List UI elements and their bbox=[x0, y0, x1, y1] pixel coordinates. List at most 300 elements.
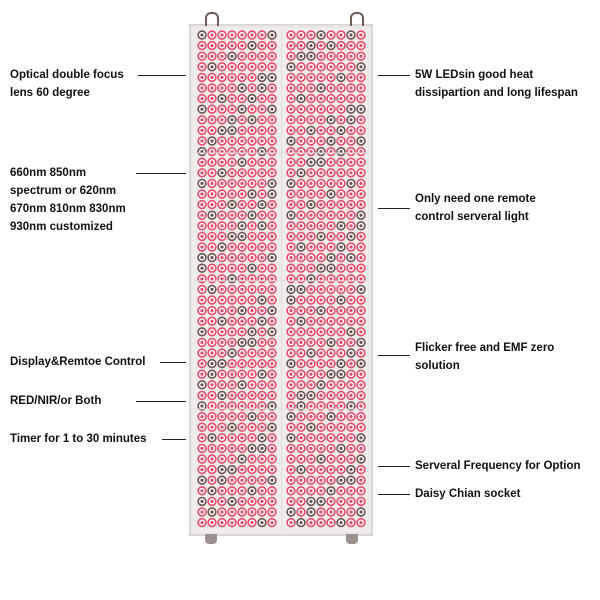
led-bead bbox=[268, 349, 276, 357]
led-bead bbox=[357, 95, 365, 103]
label-remote-control: Only need one remote control serveral light bbox=[415, 193, 536, 223]
led-bead bbox=[198, 42, 206, 50]
led-bead bbox=[357, 190, 365, 198]
led-bead bbox=[287, 201, 295, 209]
led-bead bbox=[357, 84, 365, 92]
led-bead bbox=[357, 296, 365, 304]
led-bead bbox=[317, 169, 325, 177]
led-bead bbox=[337, 254, 345, 262]
led-bead bbox=[208, 74, 216, 82]
led-bead bbox=[307, 434, 315, 442]
led-bead bbox=[248, 360, 256, 368]
led-bead bbox=[347, 360, 355, 368]
led-bead bbox=[198, 169, 206, 177]
leader-frequency bbox=[378, 466, 410, 467]
led-bead bbox=[198, 317, 206, 325]
led-bead bbox=[268, 190, 276, 198]
led-bead bbox=[228, 286, 236, 294]
led-bead bbox=[307, 105, 315, 113]
led-bead bbox=[248, 339, 256, 347]
led-bead bbox=[307, 519, 315, 527]
led-bead bbox=[208, 296, 216, 304]
led-bead bbox=[228, 180, 236, 188]
led-bead bbox=[258, 487, 266, 495]
led-bead bbox=[357, 233, 365, 241]
led-bead bbox=[307, 370, 315, 378]
led-bead bbox=[307, 222, 315, 230]
led-bead bbox=[228, 31, 236, 39]
led-bead bbox=[228, 211, 236, 219]
led-bead bbox=[337, 286, 345, 294]
led-bead bbox=[218, 328, 226, 336]
led-bead bbox=[268, 52, 276, 60]
led-bead bbox=[347, 158, 355, 166]
led-bead bbox=[317, 423, 325, 431]
led-bead bbox=[307, 413, 315, 421]
led-bead bbox=[248, 84, 256, 92]
led-bead bbox=[258, 254, 266, 262]
led-bead bbox=[218, 127, 226, 135]
led-bead bbox=[258, 148, 266, 156]
led-bead bbox=[287, 254, 295, 262]
led-bead bbox=[238, 487, 246, 495]
led-bead bbox=[307, 31, 315, 39]
led-bead bbox=[297, 137, 305, 145]
led-bead bbox=[287, 487, 295, 495]
led-bead bbox=[228, 339, 236, 347]
led-bead bbox=[268, 254, 276, 262]
led-bead bbox=[228, 116, 236, 124]
led-bead bbox=[198, 360, 206, 368]
led-bead bbox=[208, 116, 216, 124]
led-bead bbox=[218, 434, 226, 442]
led-bead bbox=[327, 42, 335, 50]
led-bead bbox=[287, 116, 295, 124]
led-bead bbox=[238, 519, 246, 527]
led-bead bbox=[357, 445, 365, 453]
led-bead bbox=[198, 413, 206, 421]
led-bead bbox=[347, 127, 355, 135]
led-bead bbox=[238, 434, 246, 442]
led-bead bbox=[287, 105, 295, 113]
led-bead bbox=[317, 434, 325, 442]
led-bead bbox=[248, 264, 256, 272]
led-bead bbox=[357, 42, 365, 50]
led-bead bbox=[218, 349, 226, 357]
led-bead bbox=[297, 339, 305, 347]
led-bead bbox=[228, 52, 236, 60]
led-bead bbox=[297, 74, 305, 82]
led-bead bbox=[228, 487, 236, 495]
led-bead bbox=[258, 243, 266, 251]
led-bead bbox=[317, 211, 325, 219]
led-bead bbox=[258, 423, 266, 431]
led-bead bbox=[198, 275, 206, 283]
led-bead bbox=[317, 476, 325, 484]
leader-display bbox=[160, 362, 186, 363]
led-bead bbox=[297, 487, 305, 495]
led-bead bbox=[287, 328, 295, 336]
led-bead bbox=[198, 222, 206, 230]
led-bead bbox=[198, 487, 206, 495]
led-bead bbox=[297, 211, 305, 219]
led-bead bbox=[327, 519, 335, 527]
leader-optical bbox=[138, 75, 186, 76]
led-bead bbox=[258, 233, 266, 241]
led-bead bbox=[218, 275, 226, 283]
led-bead bbox=[307, 317, 315, 325]
led-bead bbox=[297, 296, 305, 304]
led-bead bbox=[297, 95, 305, 103]
led-bead bbox=[268, 127, 276, 135]
led-bead bbox=[347, 307, 355, 315]
led-bead bbox=[297, 445, 305, 453]
led-bead bbox=[248, 434, 256, 442]
led-bead bbox=[287, 158, 295, 166]
led-bead bbox=[218, 307, 226, 315]
label-5w-leds: 5W LEDsin good heat dissipartion and long lifespan bbox=[415, 69, 578, 99]
led-bead bbox=[258, 339, 266, 347]
led-bead bbox=[228, 349, 236, 357]
led-bead bbox=[208, 63, 216, 71]
led-bead bbox=[327, 233, 335, 241]
led-bead bbox=[268, 84, 276, 92]
led-bead bbox=[268, 317, 276, 325]
led-bead bbox=[327, 137, 335, 145]
led-bead bbox=[248, 392, 256, 400]
led-bead bbox=[238, 105, 246, 113]
led-bead bbox=[248, 296, 256, 304]
led-bead bbox=[268, 201, 276, 209]
led-bead bbox=[208, 328, 216, 336]
led-bead bbox=[268, 233, 276, 241]
led-bead bbox=[268, 31, 276, 39]
led-bead bbox=[337, 233, 345, 241]
led-bead bbox=[248, 116, 256, 124]
led-bead bbox=[317, 158, 325, 166]
label-timer: Timer for 1 to 30 minutes bbox=[10, 433, 147, 445]
led-bead bbox=[327, 360, 335, 368]
led-bead bbox=[307, 52, 315, 60]
led-bead bbox=[268, 74, 276, 82]
led-bead bbox=[357, 413, 365, 421]
led-bead bbox=[337, 169, 345, 177]
led-bead bbox=[258, 264, 266, 272]
led-bead bbox=[337, 158, 345, 166]
led-bead bbox=[307, 508, 315, 516]
led-bead bbox=[287, 233, 295, 241]
led-bead bbox=[208, 455, 216, 463]
led-bead bbox=[218, 392, 226, 400]
led-bead bbox=[287, 275, 295, 283]
led-bead bbox=[347, 74, 355, 82]
led-bead bbox=[218, 339, 226, 347]
led-bead bbox=[268, 476, 276, 484]
led-bead bbox=[327, 381, 335, 389]
led-bead bbox=[307, 127, 315, 135]
led-bead bbox=[218, 466, 226, 474]
led-bead bbox=[228, 264, 236, 272]
led-bead bbox=[297, 190, 305, 198]
led-bead bbox=[347, 476, 355, 484]
led-bead bbox=[208, 434, 216, 442]
led-bead bbox=[287, 31, 295, 39]
led-bead bbox=[347, 42, 355, 50]
led-bead bbox=[327, 243, 335, 251]
led-bead bbox=[297, 105, 305, 113]
led-bead bbox=[248, 95, 256, 103]
led-bead bbox=[327, 222, 335, 230]
led-bead bbox=[327, 370, 335, 378]
led-bead bbox=[317, 233, 325, 241]
led-bead bbox=[198, 148, 206, 156]
led-bead bbox=[317, 487, 325, 495]
led-bead bbox=[268, 381, 276, 389]
led-bead bbox=[218, 158, 226, 166]
led-bead bbox=[297, 42, 305, 50]
led-bead bbox=[357, 455, 365, 463]
led-bead bbox=[248, 476, 256, 484]
led-bead bbox=[268, 243, 276, 251]
led-bead bbox=[248, 190, 256, 198]
led-bead bbox=[218, 360, 226, 368]
led-bead bbox=[258, 105, 266, 113]
led-bead bbox=[238, 31, 246, 39]
led-bead bbox=[287, 349, 295, 357]
led-bead bbox=[218, 180, 226, 188]
led-bead bbox=[208, 286, 216, 294]
leader-spectrum bbox=[136, 173, 186, 174]
led-bead bbox=[327, 296, 335, 304]
led-bead bbox=[248, 105, 256, 113]
led-bead bbox=[258, 169, 266, 177]
led-bead bbox=[297, 148, 305, 156]
led-bead bbox=[208, 519, 216, 527]
led-bead bbox=[307, 498, 315, 506]
led-bead bbox=[248, 137, 256, 145]
led-bead bbox=[218, 116, 226, 124]
led-bead bbox=[228, 498, 236, 506]
led-bead bbox=[327, 498, 335, 506]
led-bead bbox=[208, 31, 216, 39]
led-bead bbox=[238, 498, 246, 506]
led-bead bbox=[347, 264, 355, 272]
led-bead bbox=[198, 137, 206, 145]
led-bead bbox=[347, 466, 355, 474]
led-bead bbox=[317, 31, 325, 39]
led-bead bbox=[347, 243, 355, 251]
led-bead bbox=[228, 42, 236, 50]
led-bead bbox=[218, 190, 226, 198]
led-bead bbox=[347, 508, 355, 516]
led-bead bbox=[317, 275, 325, 283]
led-bead bbox=[297, 116, 305, 124]
led-bead bbox=[258, 498, 266, 506]
led-bead bbox=[238, 286, 246, 294]
led-bead bbox=[258, 296, 266, 304]
led-bead bbox=[327, 487, 335, 495]
led-bead bbox=[208, 349, 216, 357]
led-bead bbox=[228, 148, 236, 156]
led-bead bbox=[198, 445, 206, 453]
led-bead bbox=[248, 211, 256, 219]
led-bead bbox=[208, 254, 216, 262]
led-bead bbox=[347, 254, 355, 262]
led-bead bbox=[317, 222, 325, 230]
label-frequency: Serveral Frequency for Option bbox=[415, 460, 581, 472]
led-bead bbox=[317, 116, 325, 124]
led-bead bbox=[317, 445, 325, 453]
led-bead bbox=[208, 370, 216, 378]
led-bead bbox=[258, 180, 266, 188]
led-bead bbox=[307, 328, 315, 336]
led-bead bbox=[218, 296, 226, 304]
led-bead bbox=[238, 445, 246, 453]
led-bead bbox=[347, 286, 355, 294]
led-bead bbox=[208, 211, 216, 219]
led-bead bbox=[238, 392, 246, 400]
led-bead bbox=[248, 158, 256, 166]
led-bead bbox=[287, 84, 295, 92]
led-bead bbox=[248, 169, 256, 177]
led-bead bbox=[297, 476, 305, 484]
led-bead bbox=[327, 158, 335, 166]
leader-timer bbox=[162, 439, 186, 440]
led-bead bbox=[287, 296, 295, 304]
led-bead bbox=[228, 233, 236, 241]
led-bead bbox=[297, 328, 305, 336]
led-bead bbox=[347, 169, 355, 177]
led-bead bbox=[198, 264, 206, 272]
led-bead bbox=[297, 392, 305, 400]
led-bead bbox=[258, 307, 266, 315]
led-bead bbox=[317, 63, 325, 71]
led-bead bbox=[357, 339, 365, 347]
led-bead bbox=[218, 74, 226, 82]
led-bead bbox=[228, 455, 236, 463]
led-bead bbox=[347, 487, 355, 495]
led-bead bbox=[347, 233, 355, 241]
led-bead bbox=[337, 476, 345, 484]
led-bead bbox=[357, 63, 365, 71]
led-bead bbox=[248, 349, 256, 357]
led-bead bbox=[218, 508, 226, 516]
led-bead bbox=[307, 264, 315, 272]
led-bead bbox=[248, 275, 256, 283]
led-bead bbox=[337, 455, 345, 463]
led-bead bbox=[307, 243, 315, 251]
led-bead bbox=[347, 498, 355, 506]
led-bead bbox=[268, 222, 276, 230]
led-bead bbox=[268, 307, 276, 315]
led-bead bbox=[208, 360, 216, 368]
led-bead bbox=[297, 127, 305, 135]
led-bead bbox=[287, 95, 295, 103]
led-bead bbox=[208, 180, 216, 188]
led-bead bbox=[208, 317, 216, 325]
led-bead bbox=[238, 243, 246, 251]
led-bead bbox=[208, 476, 216, 484]
led-bead bbox=[287, 370, 295, 378]
led-bead bbox=[337, 275, 345, 283]
led-bead bbox=[317, 74, 325, 82]
leader-flicker bbox=[378, 355, 410, 356]
led-bead bbox=[258, 222, 266, 230]
led-bead bbox=[208, 158, 216, 166]
led-bead bbox=[347, 392, 355, 400]
led-bead bbox=[357, 169, 365, 177]
led-bead bbox=[218, 169, 226, 177]
led-bead bbox=[297, 423, 305, 431]
led-bead bbox=[198, 466, 206, 474]
panel-foot-left bbox=[205, 534, 217, 544]
led-bead bbox=[287, 63, 295, 71]
led-bead bbox=[218, 52, 226, 60]
led-bead bbox=[287, 137, 295, 145]
led-bead bbox=[258, 466, 266, 474]
led-bead bbox=[248, 243, 256, 251]
led-bead bbox=[208, 243, 216, 251]
led-bead bbox=[347, 190, 355, 198]
led-bead bbox=[198, 254, 206, 262]
led-bead bbox=[287, 381, 295, 389]
led-bead bbox=[287, 392, 295, 400]
led-bead bbox=[198, 455, 206, 463]
led-bead bbox=[238, 180, 246, 188]
led-bead bbox=[208, 233, 216, 241]
led-bead bbox=[218, 370, 226, 378]
led-bead bbox=[357, 31, 365, 39]
led-bead bbox=[218, 148, 226, 156]
led-bead bbox=[198, 211, 206, 219]
led-bead bbox=[327, 105, 335, 113]
led-bead bbox=[307, 190, 315, 198]
led-bead bbox=[337, 423, 345, 431]
led-bead bbox=[258, 84, 266, 92]
led-bead bbox=[228, 328, 236, 336]
led-bead bbox=[238, 339, 246, 347]
led-bead bbox=[307, 455, 315, 463]
led-bead bbox=[258, 74, 266, 82]
led-bead bbox=[258, 434, 266, 442]
led-bead bbox=[357, 349, 365, 357]
led-bead bbox=[337, 31, 345, 39]
led-bead bbox=[297, 381, 305, 389]
led-bead bbox=[307, 148, 315, 156]
led-bead bbox=[258, 95, 266, 103]
led-bead bbox=[337, 466, 345, 474]
led-bead bbox=[198, 519, 206, 527]
led-bead bbox=[327, 190, 335, 198]
led-bead bbox=[327, 201, 335, 209]
led-bead bbox=[268, 455, 276, 463]
led-bead bbox=[357, 317, 365, 325]
led-bead bbox=[258, 392, 266, 400]
led-bead bbox=[297, 169, 305, 177]
led-bead bbox=[258, 127, 266, 135]
led-bead bbox=[307, 137, 315, 145]
led-bead bbox=[317, 455, 325, 463]
led-bead bbox=[287, 148, 295, 156]
led-bead bbox=[238, 307, 246, 315]
led-bead bbox=[258, 445, 266, 453]
led-bead bbox=[307, 180, 315, 188]
led-bead bbox=[317, 52, 325, 60]
led-bead bbox=[287, 190, 295, 198]
led-bead bbox=[337, 307, 345, 315]
led-bead bbox=[228, 423, 236, 431]
led-bead bbox=[218, 455, 226, 463]
